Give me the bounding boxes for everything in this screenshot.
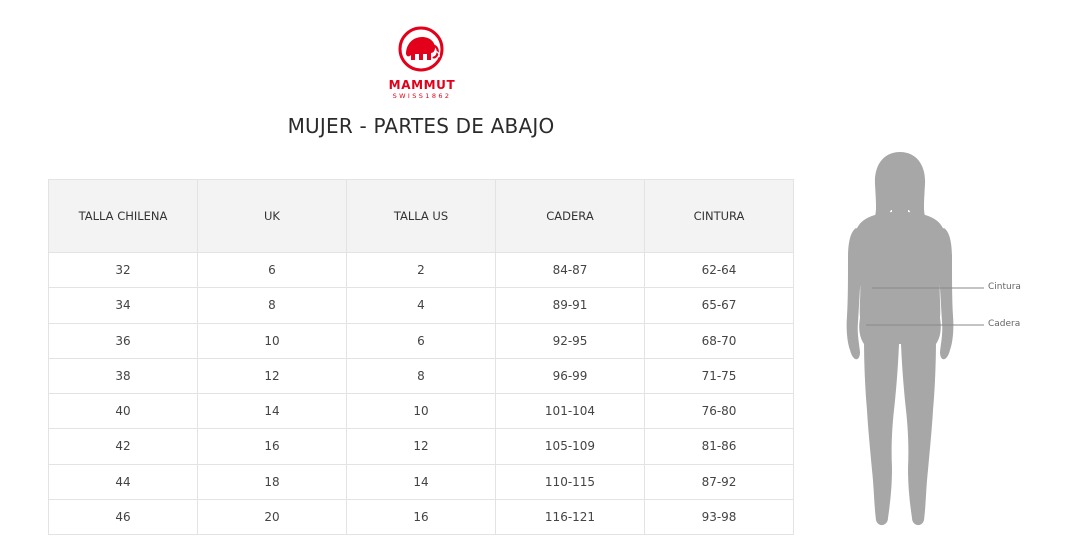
hip-label: Cadera [988,319,1021,329]
cell-uk: 16 [198,429,347,464]
brand-tagline: SWISS1862 [392,92,452,100]
cell-cintura: 93-98 [645,499,794,534]
cell-talla-chilena: 32 [49,253,198,288]
cell-cintura: 68-70 [645,323,794,358]
brand-name: MAMMUT [388,78,456,92]
cell-talla-chilena: 42 [49,429,198,464]
cell-cintura: 65-67 [645,288,794,323]
cell-talla-us: 12 [347,429,496,464]
cell-cintura: 81-86 [645,429,794,464]
cell-talla-chilena: 44 [49,464,198,499]
cell-talla-chilena: 34 [49,288,198,323]
cell-uk: 8 [198,288,347,323]
cell-uk: 14 [198,394,347,429]
cell-talla-us: 14 [347,464,496,499]
table-row [49,288,794,323]
cell-cadera: 116-121 [496,499,645,534]
table-row [49,429,794,464]
cell-cintura: 62-64 [645,253,794,288]
cell-cintura: 87-92 [645,464,794,499]
header-cadera: CADERA [496,180,645,253]
body-figure [830,148,1030,538]
table-row [49,394,794,429]
table-row [49,323,794,358]
cell-cadera: 105-109 [496,429,645,464]
cell-uk: 18 [198,464,347,499]
cell-cadera: 101-104 [496,394,645,429]
table-header-row [49,180,794,253]
cell-talla-chilena: 38 [49,358,198,393]
cell-talla-chilena: 40 [49,394,198,429]
cell-talla-us: 4 [347,288,496,323]
cell-talla-us: 16 [347,499,496,534]
mammoth-icon [398,26,444,72]
cell-uk: 20 [198,499,347,534]
cell-talla-us: 10 [347,394,496,429]
cell-talla-chilena: 46 [49,499,198,534]
female-body-silhouette-icon [830,148,1030,538]
page-title: MUJER - PARTES DE ABAJO [287,114,555,138]
header-cintura: CINTURA [645,180,794,253]
cell-cadera: 110-115 [496,464,645,499]
cell-cadera: 89-91 [496,288,645,323]
brand-logo [380,26,464,102]
cell-talla-us: 2 [347,253,496,288]
cell-cadera: 84-87 [496,253,645,288]
cell-cadera: 92-95 [496,323,645,358]
waist-label: Cintura [988,282,1021,292]
cell-uk: 6 [198,253,347,288]
table-row [49,464,794,499]
table-row [49,499,794,534]
cell-uk: 12 [198,358,347,393]
cell-cintura: 71-75 [645,358,794,393]
header-talla-us: TALLA US [347,180,496,253]
table-row [49,253,794,288]
cell-cadera: 96-99 [496,358,645,393]
cell-talla-chilena: 36 [49,323,198,358]
size-table [48,179,794,535]
header-talla-chilena: TALLA CHILENA [49,180,198,253]
cell-cintura: 76-80 [645,394,794,429]
table-row [49,358,794,393]
cell-talla-us: 6 [347,323,496,358]
cell-uk: 10 [198,323,347,358]
header-uk: UK [198,180,347,253]
cell-talla-us: 8 [347,358,496,393]
